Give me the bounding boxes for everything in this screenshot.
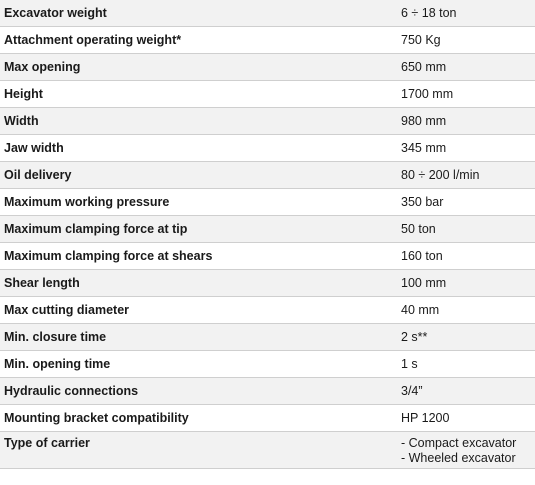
spec-label: Type of carrier (0, 432, 397, 469)
spec-value: 2 s** (397, 324, 535, 351)
spec-label: Oil delivery (0, 162, 397, 189)
spec-label: Min. closure time (0, 324, 397, 351)
spec-value: 80 ÷ 200 l/min (397, 162, 535, 189)
spec-value: 980 mm (397, 108, 535, 135)
spec-label: Shear length (0, 270, 397, 297)
spec-row-max-cutting-diameter (0, 297, 535, 324)
spec-value: 160 ton (397, 243, 535, 270)
spec-label: Maximum clamping force at shears (0, 243, 397, 270)
spec-value-list (397, 432, 535, 469)
spec-value: 345 mm (397, 135, 535, 162)
spec-value: 1 s (397, 351, 535, 378)
spec-value: 40 mm (397, 297, 535, 324)
spec-value: 3/4” (397, 378, 535, 405)
spec-label: Width (0, 108, 397, 135)
spec-row-excavator-weight (0, 0, 535, 27)
spec-label: Max opening (0, 54, 397, 81)
spec-row-min-opening-time (0, 351, 535, 378)
spec-row-clamping-force-tip (0, 216, 535, 243)
spec-row-shear-length (0, 270, 535, 297)
spec-row-hydraulic-connections (0, 378, 535, 405)
spec-label: Height (0, 81, 397, 108)
spec-value: 100 mm (397, 270, 535, 297)
spec-label: Jaw width (0, 135, 397, 162)
spec-value-line: - Compact excavator (401, 436, 517, 450)
spec-label: Min. opening time (0, 351, 397, 378)
spec-value: 1700 mm (397, 81, 535, 108)
spec-label: Max cutting diameter (0, 297, 397, 324)
spec-row-attachment-operating-weight (0, 27, 535, 54)
spec-row-oil-delivery (0, 162, 535, 189)
spec-label: Excavator weight (0, 0, 397, 27)
spec-row-clamping-force-shears (0, 243, 535, 270)
spec-row-max-opening (0, 54, 535, 81)
spec-row-min-closure-time (0, 324, 535, 351)
spec-value: 6 ÷ 18 ton (397, 0, 535, 27)
spec-label: Maximum clamping force at tip (0, 216, 397, 243)
spec-value: HP 1200 (397, 405, 535, 432)
spec-value: 750 Kg (397, 27, 535, 54)
spec-row-height (0, 81, 535, 108)
spec-row-mounting-bracket-compatibility (0, 405, 535, 432)
spec-value-line: - Wheeled excavator (401, 451, 516, 465)
spec-label: Attachment operating weight* (0, 27, 397, 54)
spec-row-maximum-working-pressure (0, 189, 535, 216)
spec-value: 50 ton (397, 216, 535, 243)
spec-row-type-of-carrier (0, 432, 535, 469)
spec-label: Hydraulic connections (0, 378, 397, 405)
spec-label: Mounting bracket compatibility (0, 405, 397, 432)
spec-row-jaw-width (0, 135, 535, 162)
spec-label: Maximum working pressure (0, 189, 397, 216)
spec-row-width (0, 108, 535, 135)
spec-value: 350 bar (397, 189, 535, 216)
spec-value: 650 mm (397, 54, 535, 81)
